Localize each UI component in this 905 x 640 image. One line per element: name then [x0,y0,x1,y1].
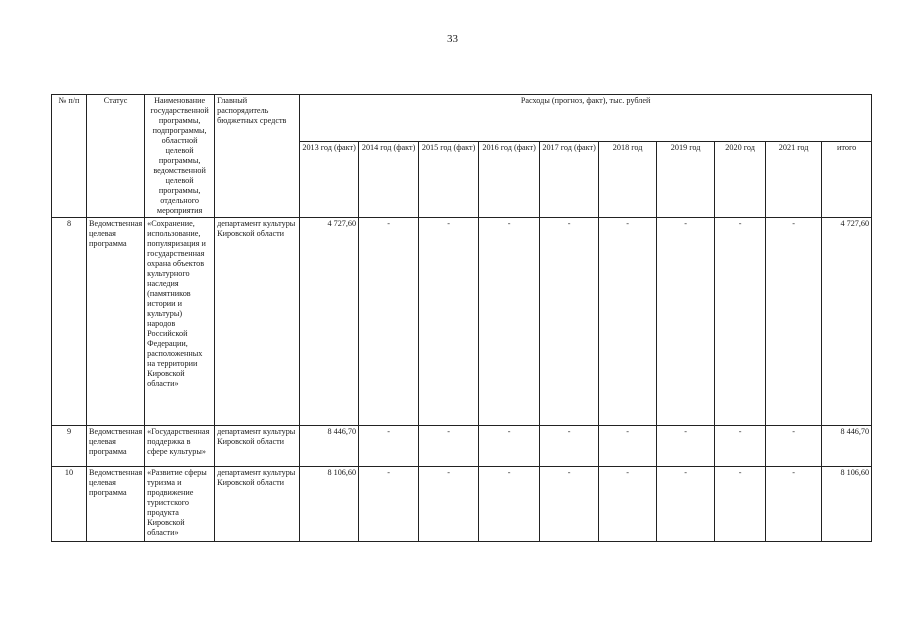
header-year: 2016 год (факт) [479,142,540,218]
row-value: - [419,467,479,542]
row-num: 10 [52,467,87,542]
header-name: Наименование государственной программы, подпрограммы, областной целевой программы, ведомственной целевой программы, отдельного мероприятия [145,95,215,218]
row-value: - [715,426,766,467]
header-status: Статус [87,95,145,218]
header-year: 2021 год [766,142,822,218]
table-row [52,218,872,426]
row-value: - [419,218,479,426]
row-value: - [359,218,419,426]
row-value: - [359,426,419,467]
row-admin: департамент культуры Кировской области [215,426,300,467]
row-status: Ведомственная целевая программа [87,426,145,467]
row-value: - [599,218,657,426]
header-year: 2014 год (факт) [359,142,419,218]
row-value: - [419,426,479,467]
row-name: «Государственная поддержка в сфере культуры» [145,426,215,467]
row-value: - [540,467,599,542]
row-value: - [766,218,822,426]
table-row [52,467,872,542]
row-value: - [715,218,766,426]
row-value: - [766,467,822,542]
row-value: - [479,218,540,426]
header-year: 2018 год [599,142,657,218]
row-value: - [766,426,822,467]
row-value: - [657,426,715,467]
row-value: - [540,426,599,467]
row-name: «Развитие сферы туризма и продвижение туристского продукта Кировской области» [145,467,215,542]
row-status: Ведомственная целевая программа [87,218,145,426]
row-admin: департамент культуры Кировской области [215,218,300,426]
table-row [52,426,872,467]
row-value: - [540,218,599,426]
row-total: 4 727,60 [822,218,872,426]
row-value: 8 446,70 [300,426,359,467]
row-status: Ведомственная целевая программа [87,467,145,542]
row-name: «Сохранение, использование, популяризация и государственная охрана объектов культурного наследия (памятников истории и культуры) народов Российской Федерации, расположенных на территории Кировской области» [145,218,215,426]
row-num: 8 [52,218,87,426]
header-year: 2020 год [715,142,766,218]
header-year: 2017 год (факт) [540,142,599,218]
row-admin: департамент культуры Кировской области [215,467,300,542]
row-total: 8 446,70 [822,426,872,467]
expenses-table [51,94,872,542]
row-value: - [657,467,715,542]
row-value: - [715,467,766,542]
row-value: - [479,467,540,542]
row-value: - [599,467,657,542]
row-value: - [599,426,657,467]
row-num: 9 [52,426,87,467]
header-year: 2019 год [657,142,715,218]
row-value: - [359,467,419,542]
page-number: 33 [447,33,458,45]
row-value: - [657,218,715,426]
header-year: 2013 год (факт) [300,142,359,218]
row-value: - [479,426,540,467]
header-num: № п/п [52,95,87,218]
header-expenses: Расходы (прогноз, факт), тыс. рублей [300,95,872,142]
row-value: 8 106,60 [300,467,359,542]
row-total: 8 106,60 [822,467,872,542]
header-total: итого [822,142,872,218]
row-value: 4 727,60 [300,218,359,426]
header-year: 2015 год (факт) [419,142,479,218]
header-admin: Главный распорядитель бюджетных средств [215,95,300,218]
